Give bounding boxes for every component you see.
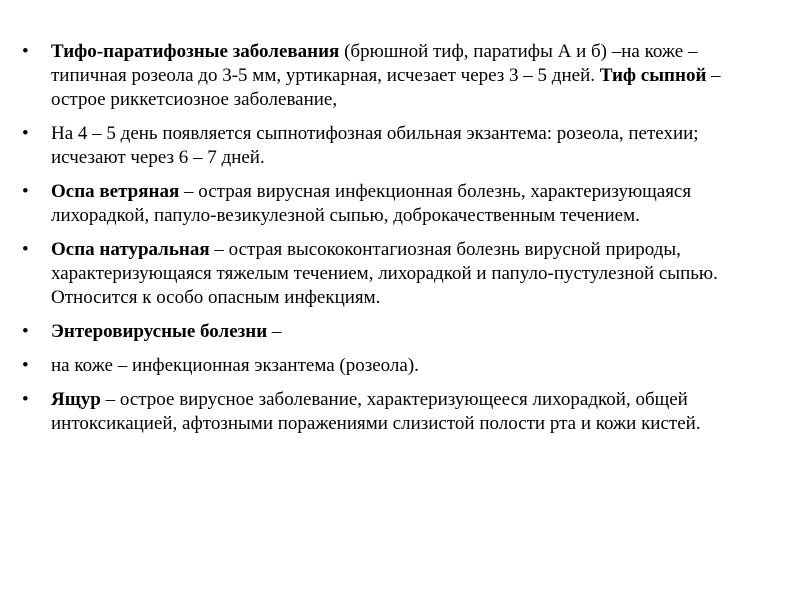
- bullet-text: –: [267, 321, 282, 342]
- bullet-icon: •: [22, 41, 29, 62]
- bullet-term: Оспа ветряная: [51, 181, 180, 202]
- bullet-text: – острое вирусное заболевание, характеризующееся лихорадкой, общей интоксикацией, афтозными поражениями слизистой полости рта и кожи кистей.: [51, 389, 701, 434]
- bullet-item-smallpox: [22, 238, 722, 310]
- bullet-text: на коже – инфекционная экзантема (розеола).: [51, 355, 419, 376]
- bullet-item-skin-exanthema: [22, 354, 722, 378]
- bullet-item-typhoid: [22, 40, 722, 112]
- bullet-term: Оспа натуральная: [51, 239, 210, 260]
- bullet-text: На 4 – 5 день появляется сыпнотифозная обильная экзантема: розеола, петехии; исчезают через 6 – 7 дней.: [51, 123, 699, 168]
- bullet-item-chickenpox: [22, 180, 722, 228]
- bullet-item-foot-and-mouth: [22, 388, 722, 436]
- bullet-text: – острая вирусная инфекционная болезнь, характеризующаяся лихорадкой, папуло-везикулезной сыпью, доброкачественным течением.: [51, 181, 692, 226]
- bullet-term-secondary: Тиф сыпной: [599, 65, 707, 86]
- bullet-icon: •: [22, 389, 29, 410]
- bullet-term: Тифо-паратифозные заболевания: [51, 41, 340, 62]
- bullet-icon: •: [22, 181, 29, 202]
- bullet-term: Энтеровирусные болезни: [51, 321, 268, 342]
- bullet-icon: •: [22, 239, 29, 260]
- bullet-list: [22, 40, 722, 446]
- bullet-icon: •: [22, 321, 29, 342]
- bullet-text-secondary: – острое риккетсиозное заболевание,: [51, 65, 721, 110]
- bullet-text: – острая высококонтагиозная болезнь вирусной природы, характеризующаяся тяжелым течением, лихорадкой и папуло-пустулезной сыпью. Относится к особо опасным инфекциям.: [51, 239, 718, 308]
- bullet-text: (брюшной тиф, паратифы А и б) –на коже – типичная розеола до 3-5 мм, уртикарная, исчезает через 3 – 5 дней.: [51, 41, 698, 86]
- bullet-item-enterovirus: [22, 320, 722, 344]
- bullet-icon: •: [22, 123, 29, 144]
- bullet-item-exanthema: [22, 122, 722, 170]
- bullet-icon: •: [22, 355, 29, 376]
- bullet-term: Ящур: [51, 389, 101, 410]
